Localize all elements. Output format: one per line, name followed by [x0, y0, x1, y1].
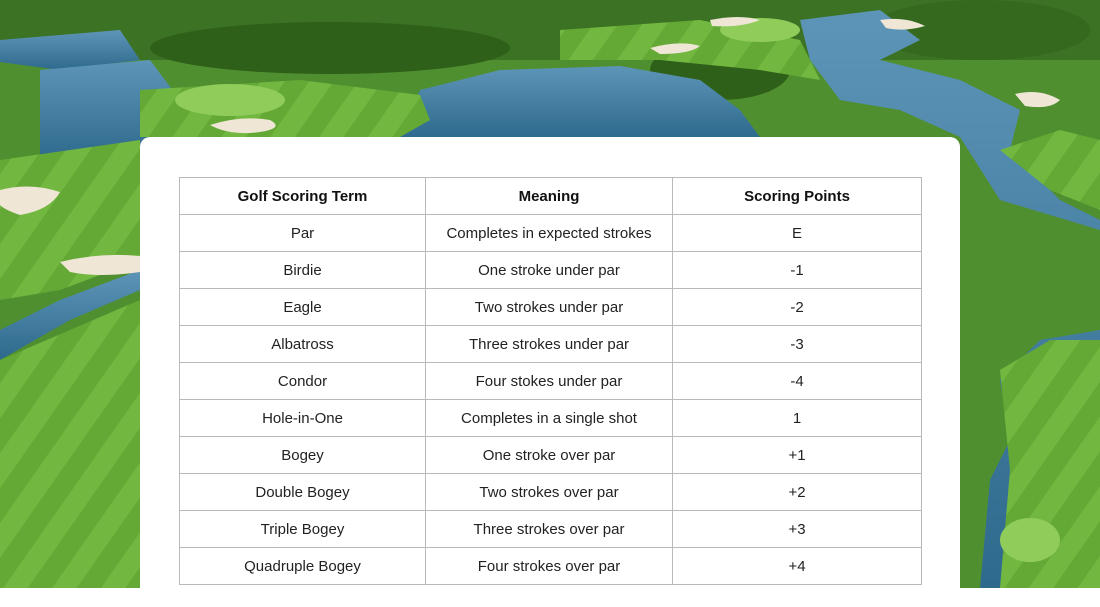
term-cell: Birdie — [180, 252, 426, 289]
table-row — [180, 511, 922, 548]
table-row — [180, 289, 922, 326]
header-meaning: Meaning — [426, 178, 673, 215]
points-cell: -1 — [673, 252, 922, 289]
table-row — [180, 363, 922, 400]
table-header-row — [180, 178, 922, 215]
table-row — [180, 215, 922, 252]
points-cell: E — [673, 215, 922, 252]
meaning-cell: Three strokes over par — [426, 511, 673, 548]
meaning-cell: Completes in expected strokes — [426, 215, 673, 252]
term-cell: Condor — [180, 363, 426, 400]
meaning-cell: Four strokes over par — [426, 548, 673, 585]
points-cell: +1 — [673, 437, 922, 474]
meaning-cell: Two strokes over par — [426, 474, 673, 511]
points-cell: -3 — [673, 326, 922, 363]
header-golf-scoring-term: Golf Scoring Term — [180, 178, 426, 215]
term-cell: Hole-in-One — [180, 400, 426, 437]
header-scoring-points: Scoring Points — [673, 178, 922, 215]
meaning-cell: Completes in a single shot — [426, 400, 673, 437]
term-cell: Eagle — [180, 289, 426, 326]
table-row — [180, 252, 922, 289]
points-cell: +2 — [673, 474, 922, 511]
term-cell: Quadruple Bogey — [180, 548, 426, 585]
table-row — [180, 474, 922, 511]
golf-scoring-table — [179, 177, 922, 585]
term-cell: Par — [180, 215, 426, 252]
table-row — [180, 326, 922, 363]
points-cell: 1 — [673, 400, 922, 437]
points-cell: +4 — [673, 548, 922, 585]
meaning-cell: Three strokes under par — [426, 326, 673, 363]
points-cell: -4 — [673, 363, 922, 400]
meaning-cell: Two strokes under par — [426, 289, 673, 326]
term-cell: Double Bogey — [180, 474, 426, 511]
meaning-cell: One stroke under par — [426, 252, 673, 289]
term-cell: Albatross — [180, 326, 426, 363]
term-cell: Bogey — [180, 437, 426, 474]
table-card — [140, 137, 960, 607]
points-cell: -2 — [673, 289, 922, 326]
meaning-cell: Four stokes under par — [426, 363, 673, 400]
term-cell: Triple Bogey — [180, 511, 426, 548]
points-cell: +3 — [673, 511, 922, 548]
table-row — [180, 437, 922, 474]
meaning-cell: One stroke over par — [426, 437, 673, 474]
table-row — [180, 548, 922, 585]
table-row — [180, 400, 922, 437]
